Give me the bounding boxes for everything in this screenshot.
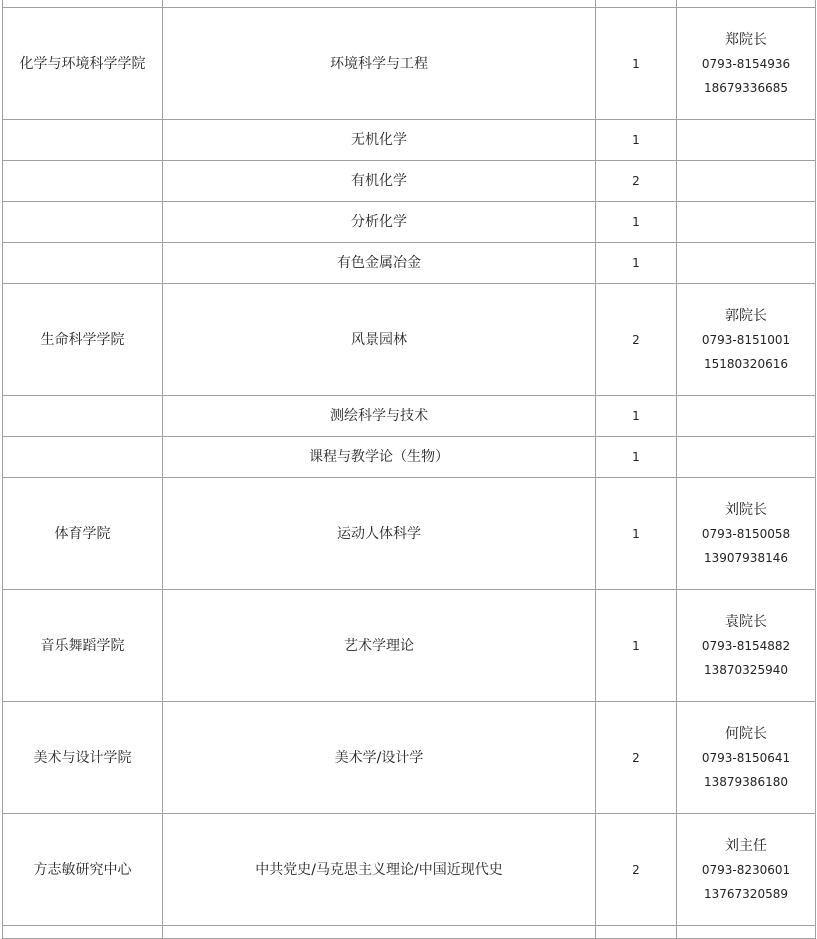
contact-mobile: 13907938146 (704, 550, 788, 565)
college-cell: 生命科学学院 (3, 284, 163, 396)
count-cell: 1 (596, 120, 677, 161)
college-cell: 方志敏研究中心 (3, 814, 163, 926)
college-cell: 音乐舞蹈学院 (3, 590, 163, 702)
contact-cell (677, 437, 816, 478)
contact-mobile: 13767320589 (704, 886, 788, 901)
contact-cell (677, 243, 816, 284)
contact-mobile: 13870325940 (704, 662, 788, 677)
contact-cell (677, 396, 816, 437)
contact-cell (677, 814, 816, 926)
major-cell: 分析化学 (163, 202, 596, 243)
table-row (3, 437, 816, 478)
contact-cell (677, 702, 816, 814)
contact-cell (677, 8, 816, 120)
contact-phone: 0793-8151001 (701, 332, 791, 347)
count-cell: 2 (596, 161, 677, 202)
college-cell: 体育学院 (3, 478, 163, 590)
contact-cell (677, 284, 816, 396)
count-cell: 2 (596, 702, 677, 814)
table-row (3, 161, 816, 202)
major-cell: 运动人体科学 (163, 478, 596, 590)
table-row (3, 8, 816, 120)
major-cell: 无机化学 (163, 120, 596, 161)
contact-phone: 0793-8150058 (701, 526, 791, 541)
contact-name: 郑院长 (725, 31, 767, 48)
major-cell: 测绘科学与技术 (163, 396, 596, 437)
contact-name: 刘院长 (725, 501, 767, 518)
table-row (3, 396, 816, 437)
contact-name: 袁院长 (725, 613, 767, 630)
contact-cell (677, 161, 816, 202)
count-cell: 2 (596, 284, 677, 396)
contact-mobile: 15180320616 (704, 356, 788, 371)
major-cell: 课程与教学论（生物） (163, 437, 596, 478)
contact-cell (677, 120, 816, 161)
table-row-partial (3, 0, 816, 8)
recruitment-table (2, 0, 816, 939)
contact-mobile: 13879386180 (704, 774, 788, 789)
contact-name: 何院长 (725, 725, 767, 742)
contact-phone: 0793-8150641 (701, 750, 791, 765)
contact-cell (677, 202, 816, 243)
college-cell (3, 437, 163, 478)
major-cell: 艺术学理论 (163, 590, 596, 702)
college-cell (3, 120, 163, 161)
contact-name: 刘主任 (725, 837, 767, 854)
college-cell (3, 396, 163, 437)
count-cell: 1 (596, 590, 677, 702)
contact-cell (677, 590, 816, 702)
major-cell: 中共党史/马克思主义理论/中国近现代史 (163, 814, 596, 926)
table-row (3, 243, 816, 284)
contact-mobile: 18679336685 (704, 80, 788, 95)
table-row (3, 478, 816, 590)
table-row (3, 284, 816, 396)
count-cell: 1 (596, 478, 677, 590)
table-row (3, 590, 816, 702)
table-row (3, 702, 816, 814)
major-cell: 美术学/设计学 (163, 702, 596, 814)
count-cell: 2 (596, 814, 677, 926)
table-row-partial (3, 926, 816, 939)
college-cell (3, 243, 163, 284)
count-cell: 1 (596, 202, 677, 243)
college-cell (3, 202, 163, 243)
count-cell: 1 (596, 437, 677, 478)
table-row (3, 202, 816, 243)
major-cell: 有色金属冶金 (163, 243, 596, 284)
count-cell: 1 (596, 396, 677, 437)
contact-name: 郭院长 (725, 307, 767, 324)
major-cell: 风景园林 (163, 284, 596, 396)
contact-phone: 0793-8154882 (701, 638, 791, 653)
count-cell: 1 (596, 8, 677, 120)
college-cell: 美术与设计学院 (3, 702, 163, 814)
table-row (3, 120, 816, 161)
major-cell: 环境科学与工程 (163, 8, 596, 120)
college-cell (3, 161, 163, 202)
count-cell: 1 (596, 243, 677, 284)
contact-phone: 0793-8230601 (701, 862, 791, 877)
contact-cell (677, 478, 816, 590)
college-cell: 化学与环境科学学院 (3, 8, 163, 120)
major-cell: 有机化学 (163, 161, 596, 202)
table-row (3, 814, 816, 926)
contact-phone: 0793-8154936 (701, 56, 791, 71)
